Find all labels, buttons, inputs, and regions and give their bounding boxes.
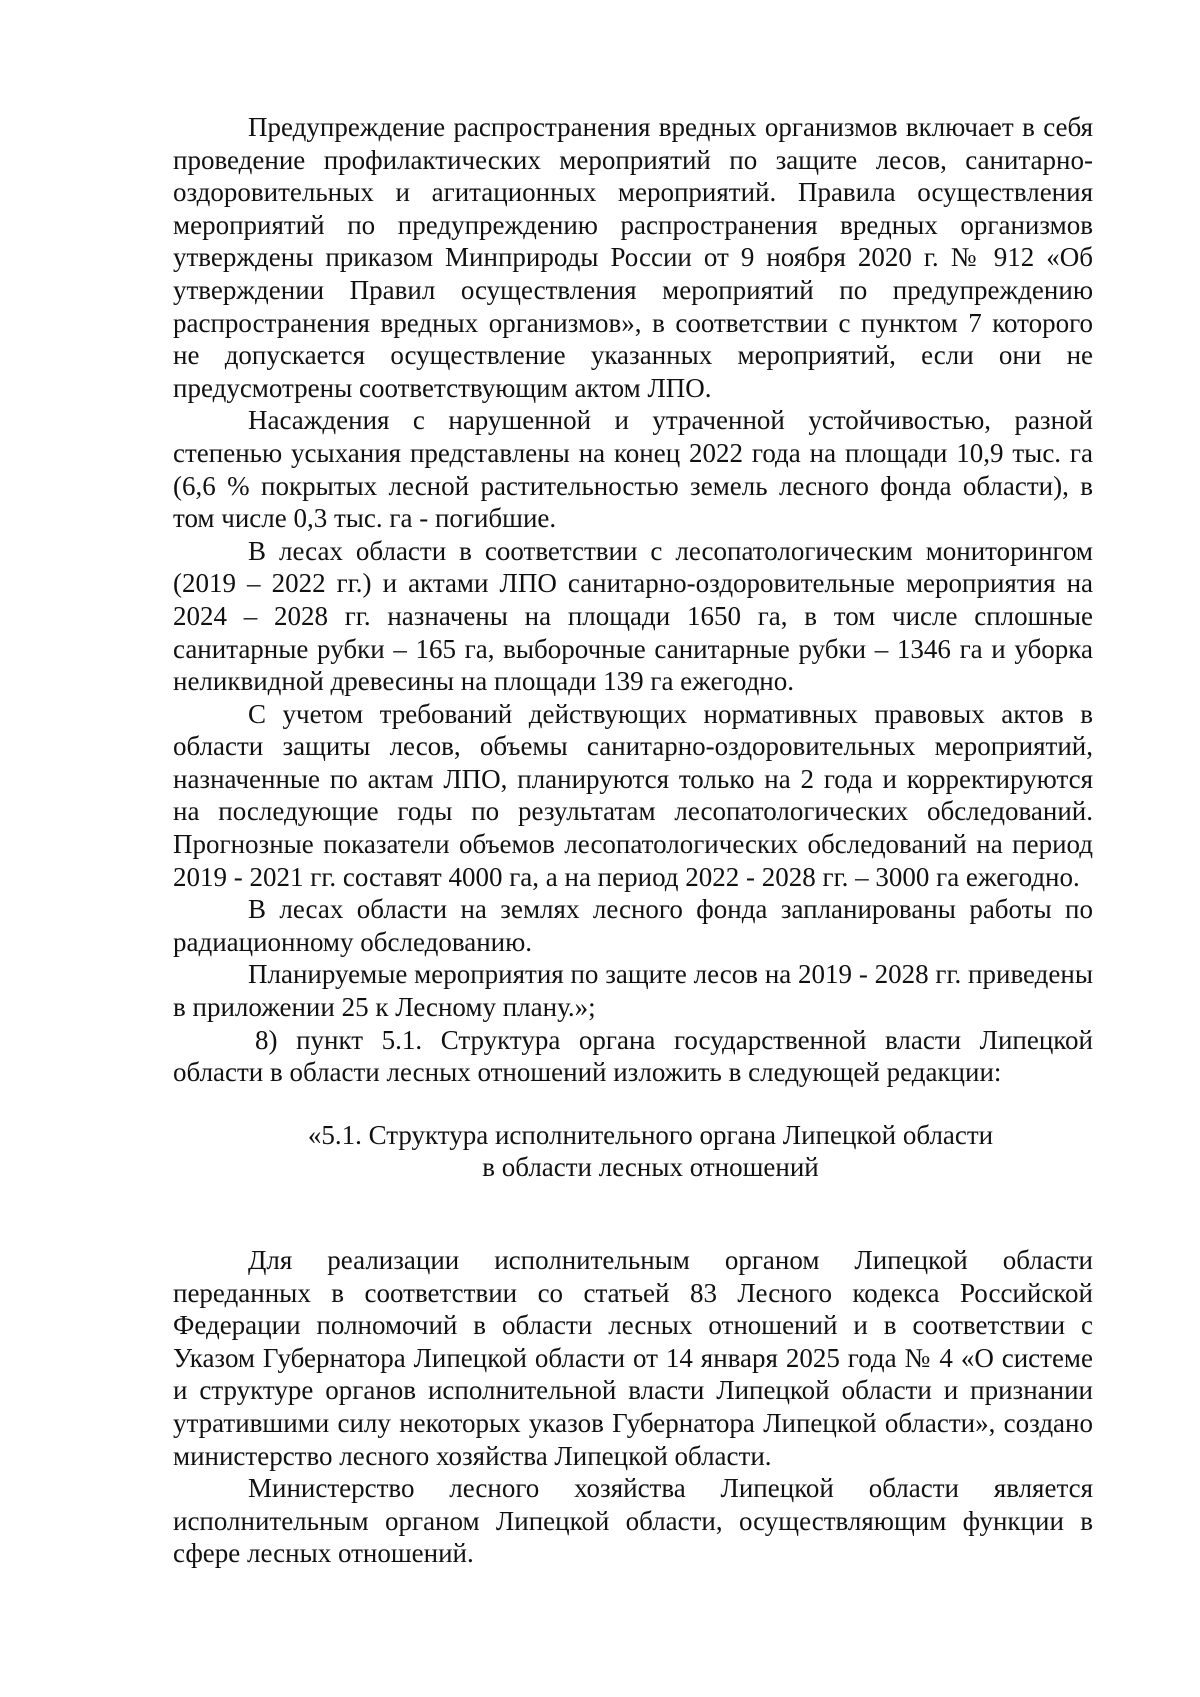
section-heading-line-2: в области лесных отношений	[482, 1152, 819, 1183]
paragraph-pest-prevention: Предупреждение распространения вредных организмов включает в себя проведение профилактических мероприятий по защите лесов, санитарно-оздоровительных и агитационных мероприятий. Правила осуществления мероприятий по предупреждению распространения вредных организмов утверждены приказом Минприроды России от 9 ноября 2020 г. № 912 «Об утверждении Правил осуществления мероприятий по предупреждению распространения вредных организмов», в соответствии с пунктом 7 которого не допускается осуществление указанных мероприятий, если они не предусмотрены соответствующим актом ЛПО.	[173, 112, 1093, 403]
paragraph-ministry-functions: Министерство лесного хозяйства Липецкой области является исполнительным органом Липецкой области, осуществляющим функции в сфере лесных отношений.	[173, 1473, 1093, 1569]
section-heading-line-1: «5.1. Структура исполнительного органа Липецкой области	[307, 1119, 994, 1150]
paragraph-planned-measures: Планируемые мероприятия по защите лесов на 2019 - 2028 гг. приведены в приложении 25 к Лесному плану.»;	[173, 959, 1093, 1023]
paragraph-radiation-survey: В лесах области на землях лесного фонда запланированы работы по радиационному обследованию.	[173, 894, 1093, 957]
paragraph-sanitary-measures: В лесах области в соответствии с лесопатологическим мониторингом (2019 – 2022 гг.) и актами ЛПО санитарно-оздоровительные мероприятия на 2024 – 2028 гг. назначены на площади 1650 га, в том числе сплошные санитарные рубки – 165 га, выборочные санитарные рубки – 1346 га и уборка неликвидной древесины на площади 139 га ежегодно.	[173, 535, 1093, 697]
section-heading	[173, 1119, 1093, 1184]
amendment-item-8: 8) пункт 5.1. Структура органа государственной власти Липецкой области в области лесных отношений изложить в следующей редакции:	[173, 1024, 1093, 1088]
paragraph-damaged-stands: Насаждения с нарушенной и утраченной устойчивостью, разной степенью усыхания представлены на конец 2022 года на площади 10,9 тыс. га (6,6 % покрытых лесной растительностью земель лесного фонда области), в том числе 0,3 тыс. га - погибшие.	[173, 405, 1093, 534]
paragraph-regulatory-requirements: С учетом требований действующих нормативных правовых актов в области защиты лесов, объемы санитарно-оздоровительных мероприятий, назначенные по актам ЛПО, планируются только на 2 года и корректируются на последующие годы по результатам лесопатологических обследований. Прогнозные показатели объемов лесопатологических обследований на период 2019 - 2021 гг. составят 4000 га, а на период 2022 - 2028 гг. – 3000 га ежегодно.	[173, 698, 1093, 892]
paragraph-ministry-creation: Для реализации исполнительным органом Липецкой области переданных в соответствии со статьей 83 Лесного кодекса Российской Федерации полномочий в области лесных отношений и в соответствии с Указом Губернатора Липецкой области от 14 января 2025 года № 4 «О системе и структуре органов исполнительной власти Липецкой области и признании утратившими силу некоторых указов Губернатора Липецкой области», создано министерство лесного хозяйства Липецкой области.	[173, 1245, 1093, 1471]
document-page	[173, 111, 1093, 1570]
